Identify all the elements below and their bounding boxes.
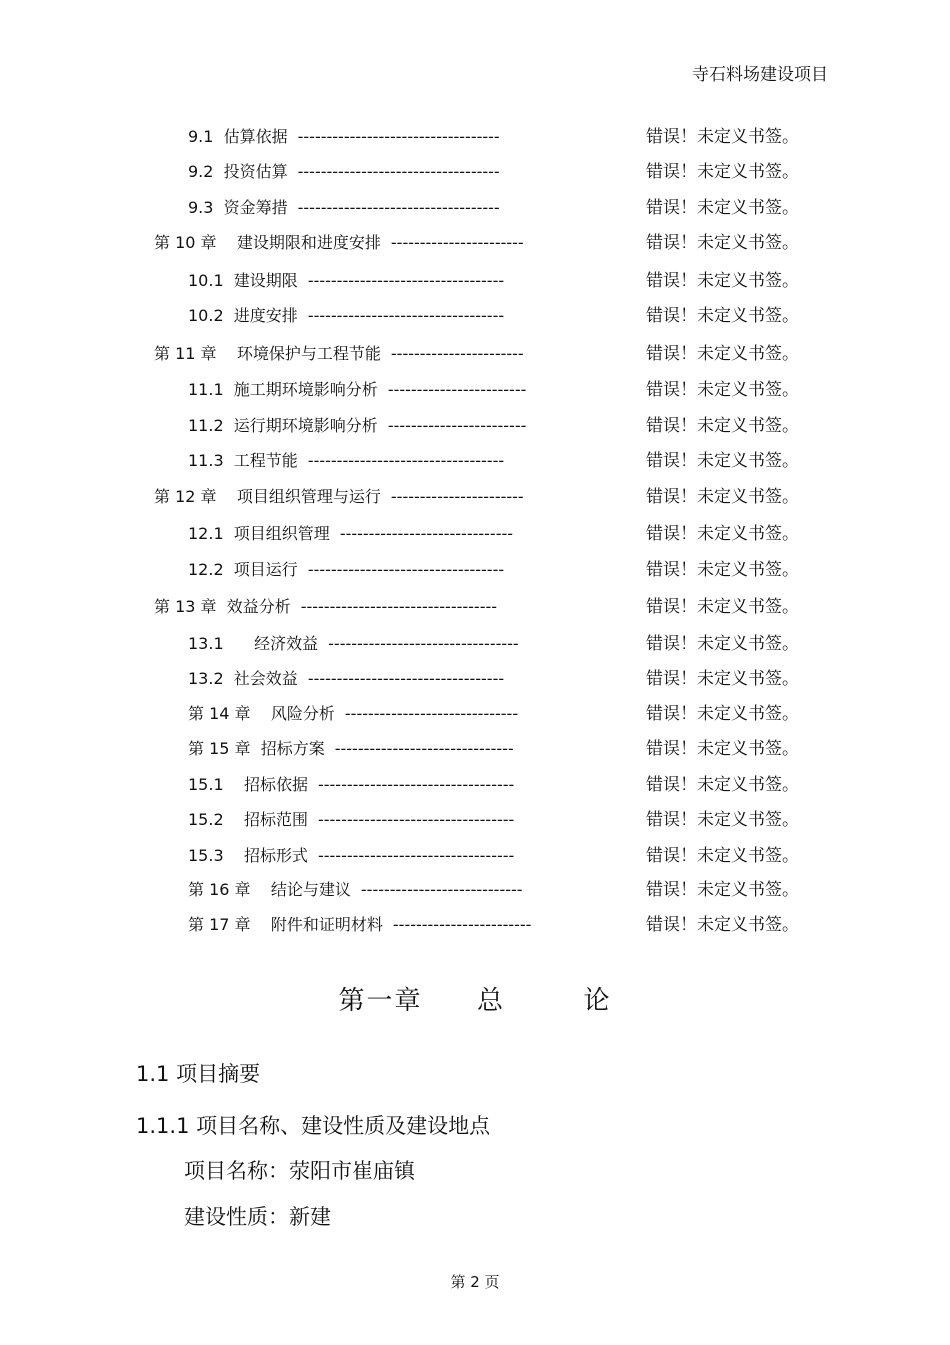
- section-heading-1-1: 1.1 项目摘要: [136, 1062, 261, 1086]
- toc-entry-label: 15.2 招标范围: [188, 810, 308, 829]
- toc-entry-label: 12.2 项目运行: [188, 560, 298, 579]
- toc-entry-label: 9.3 资金筹措: [188, 198, 288, 217]
- toc-entry-leader: ----------------------------------: [317, 810, 515, 829]
- toc-entry-page-ref: 错误！未定义书签。: [646, 669, 799, 689]
- toc-entry[interactable]: [188, 809, 514, 831]
- toc-entry[interactable]: [188, 379, 526, 401]
- toc-entry-page-ref: 错误！未定义书签。: [646, 344, 799, 364]
- chapter-word-1: 总: [476, 986, 505, 1016]
- toc-entry-label: 9.1 估算依据: [188, 127, 288, 146]
- toc-entry-page-ref: 错误！未定义书签。: [646, 524, 799, 544]
- chapter-title: [0, 980, 950, 1017]
- toc-entry-page-ref: 错误！未定义书签。: [646, 127, 799, 147]
- toc-entry-label: 9.2 投资估算: [188, 162, 288, 181]
- project-name-line: 项目名称：荥阳市崔庙镇: [184, 1159, 415, 1183]
- toc-entry[interactable]: [188, 879, 523, 901]
- section-heading-1-1-1: 1.1.1 项目名称、建设性质及建设地点: [136, 1114, 491, 1138]
- toc-entry[interactable]: [188, 559, 504, 581]
- toc-entry-leader: ----------------------------------: [307, 306, 505, 325]
- toc-entry-leader: ------------------------: [387, 416, 527, 435]
- toc-entry-label: 15.1 招标依据: [188, 775, 308, 794]
- toc-entry-page-ref: 错误！未定义书签。: [646, 704, 799, 724]
- toc-entry-leader: ----------------------------------: [300, 597, 498, 616]
- chapter-number: 第一章: [338, 986, 423, 1016]
- toc-entry-page-ref: 错误！未定义书签。: [646, 634, 799, 654]
- toc-entry-page-ref: 错误！未定义书签。: [646, 915, 799, 935]
- toc-entry-page-ref: 错误！未定义书签。: [646, 306, 799, 326]
- toc-entry[interactable]: [188, 633, 519, 655]
- chapter-word-2: 论: [583, 986, 612, 1016]
- toc-entry[interactable]: [154, 596, 497, 618]
- toc-entry[interactable]: [188, 668, 504, 690]
- toc-entry-label: 第 15 章 招标方案: [188, 739, 325, 758]
- toc-entry-label: 第 16 章 结论与建议: [188, 880, 351, 899]
- toc-entry[interactable]: [188, 845, 514, 867]
- toc-entry-page-ref: 错误！未定义书签。: [646, 451, 799, 471]
- toc-entry-leader: -----------------------------------: [297, 127, 500, 146]
- toc-entry-label: 13.2 社会效益: [188, 669, 298, 688]
- toc-entry-leader: -------------------------------: [334, 739, 514, 758]
- toc-entry-label: 13.1 经济效益: [188, 634, 319, 653]
- running-header: 寺石料场建设项目: [692, 65, 828, 85]
- toc-entry-page-ref: 错误！未定义书签。: [646, 880, 799, 900]
- toc-entry-page-ref: 错误！未定义书签。: [646, 775, 799, 795]
- toc-entry-label: 第 12 章 项目组织管理与运行: [154, 487, 381, 506]
- toc-entry[interactable]: [188, 270, 504, 292]
- toc-entry-page-ref: 错误！未定义书签。: [646, 739, 799, 759]
- toc-entry-leader: ----------------------------------: [307, 451, 505, 470]
- toc-entry-label: 第 11 章 环境保护与工程节能: [154, 344, 381, 363]
- construction-nature-line: 建设性质：新建: [184, 1205, 331, 1229]
- toc-entry[interactable]: [188, 126, 500, 148]
- toc-entry[interactable]: [154, 232, 524, 254]
- toc-entry-page-ref: 错误！未定义书签。: [646, 198, 799, 218]
- toc-entry-label: 第 17 章 附件和证明材料: [188, 915, 383, 934]
- toc-entry-page-ref: 错误！未定义书签。: [646, 416, 799, 436]
- toc-entry[interactable]: [154, 486, 524, 508]
- toc-entry-page-ref: 错误！未定义书签。: [646, 560, 799, 580]
- toc-entry-leader: -----------------------------------: [297, 162, 500, 181]
- toc-entry[interactable]: [188, 914, 531, 936]
- toc-entry-page-ref: 错误！未定义书签。: [646, 162, 799, 182]
- toc-entry-label: 10.1 建设期限: [188, 271, 298, 290]
- toc-entry-page-ref: 错误！未定义书签。: [646, 271, 799, 291]
- toc-entry[interactable]: [188, 161, 500, 183]
- toc-entry-leader: -----------------------: [390, 233, 524, 252]
- toc-entry-leader: ----------------------------------: [317, 775, 515, 794]
- toc-entry[interactable]: [188, 774, 514, 796]
- toc-entry-leader: -----------------------------------: [297, 198, 500, 217]
- toc-entry-page-ref: 错误！未定义书签。: [646, 233, 799, 253]
- toc-entry-leader: ----------------------------------: [307, 560, 505, 579]
- toc-entry-label: 11.2 运行期环境影响分析: [188, 416, 378, 435]
- toc-entry-leader: ----------------------------------: [307, 669, 505, 688]
- toc-entry-leader: ------------------------------: [344, 704, 519, 723]
- toc-entry-leader: ------------------------------: [339, 524, 514, 543]
- toc-entry-leader: ----------------------------------: [307, 271, 505, 290]
- toc-entry-label: 10.2 进度安排: [188, 306, 298, 325]
- toc-entry-leader: -----------------------: [390, 344, 524, 363]
- toc-entry-label: 11.3 工程节能: [188, 451, 298, 470]
- page-number: 第 2 页: [450, 1273, 500, 1291]
- toc-entry[interactable]: [188, 523, 513, 545]
- toc-entry[interactable]: [154, 343, 524, 365]
- toc-entry-label: 15.3 招标形式: [188, 846, 308, 865]
- toc-entry-page-ref: 错误！未定义书签。: [646, 846, 799, 866]
- toc-entry[interactable]: [188, 738, 514, 760]
- toc-entry-page-ref: 错误！未定义书签。: [646, 810, 799, 830]
- toc-entry-label: 第 14 章 风险分析: [188, 704, 335, 723]
- toc-entry-leader: -----------------------: [390, 487, 524, 506]
- toc-entry-label: 第 10 章 建设期限和进度安排: [154, 233, 381, 252]
- toc-entry-leader: ------------------------: [392, 915, 532, 934]
- toc-entry-page-ref: 错误！未定义书签。: [646, 597, 799, 617]
- toc-entry[interactable]: [188, 305, 504, 327]
- toc-entry-leader: ----------------------------: [360, 880, 523, 899]
- toc-entry-leader: ----------------------------------: [317, 846, 515, 865]
- toc-entry-leader: ------------------------: [387, 380, 527, 399]
- toc-entry-page-ref: 错误！未定义书签。: [646, 487, 799, 507]
- toc-entry[interactable]: [188, 450, 504, 472]
- toc-entry-label: 12.1 项目组织管理: [188, 524, 330, 543]
- toc-entry[interactable]: [188, 415, 526, 437]
- toc-entry-label: 11.1 施工期环境影响分析: [188, 380, 378, 399]
- toc-entry-leader: ---------------------------------: [328, 634, 519, 653]
- toc-entry[interactable]: [188, 197, 500, 219]
- toc-entry[interactable]: [188, 703, 518, 725]
- toc-entry-page-ref: 错误！未定义书签。: [646, 380, 799, 400]
- toc-entry-label: 第 13 章 效益分析: [154, 597, 291, 616]
